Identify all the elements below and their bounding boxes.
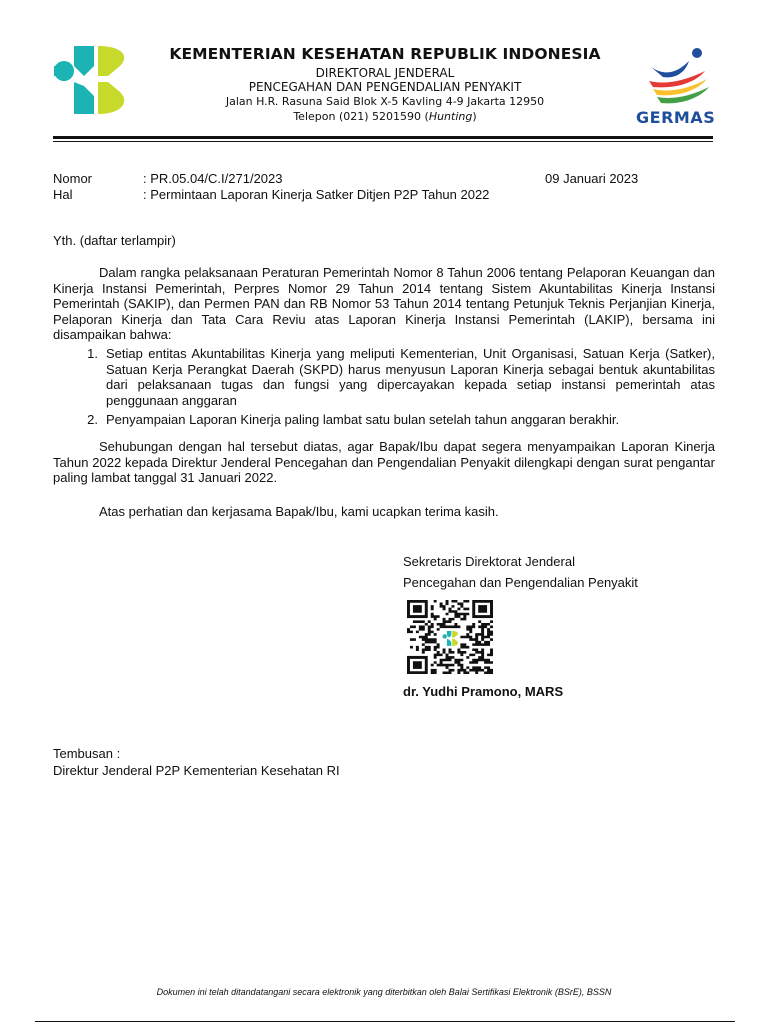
thanks-paragraph: Atas perhatian dan kerjasama Bapak/Ibu, kami ucapkan terima kasih. [99, 504, 499, 519]
cc-recipient: Direktur Jenderal P2P Kementerian Kesehatan RI [53, 763, 340, 778]
nomor-value: : PR.05.04/C.I/271/2023 [143, 171, 283, 186]
office-address: Jalan H.R. Rasuna Said Blok X-5 Kavling 4-9 Jakarta 12950 [225, 95, 545, 108]
list-number: 2. [87, 412, 98, 427]
ministry-name: KEMENTERIAN KESEHATAN REPUBLIK INDONESIA [169, 45, 601, 63]
footer-rule [35, 1021, 735, 1022]
germas-logo [645, 45, 715, 107]
letterhead-rule-thick [53, 136, 713, 139]
nomor-label: Nomor [53, 171, 93, 186]
letter-date: 09 Januari 2023 [545, 171, 639, 186]
letterhead-rule-thin [53, 141, 713, 142]
hal-label: Hal [53, 187, 73, 202]
qr-code-signature [407, 600, 493, 674]
closing-paragraph: Sehubungan dengan hal tersebut diatas, agar Bapak/Ibu dapat segera menyampaikan Laporan Kinerja Tahun 2022 kepada Direktur Jenderal Pencegahan dan Pengendalian Penyakit dilengkapi dengan surat pengantar paling lambat tanggal 31 Januari 2022. [53, 439, 715, 485]
list-number: 1. [87, 346, 98, 361]
germas-label: GERMAS [636, 108, 716, 127]
esign-footer-note: Dokumen ini telah ditandatangani secara elektronik yang diterbitkan oleh Balai Sertifikasi Elektronik (BSrE), BSSN [156, 987, 612, 997]
directorate-name: DIREKTORAL JENDERAL [315, 66, 455, 80]
list-text: Penyampaian Laporan Kinerja paling lambat satu bulan setelah tahun anggaran berakhir. [106, 412, 620, 427]
office-phone: Telepon (021) 5201590 (Hunting) [293, 110, 477, 123]
division-name: PENCEGAHAN DAN PENGENDALIAN PENYAKIT [248, 80, 522, 94]
list-item [53, 412, 715, 428]
list-text: Setiap entitas Akuntabilitas Kinerja yang meliputi Kementerian, Unit Organisasi, Satuan Kerja (Satker), Satuan Kerja Perangkat Daerah (SKPD) harus menyusun Laporan Kinerja sebagai bentuk akuntabilitas dari pelaksanaan tugas dan fungsi yang dipercayakan kepada setiap instansi pemerintah atas penggunaan anggaran [106, 346, 715, 408]
kemenkes-logo [50, 42, 140, 117]
intro-paragraph: Dalam rangka pelaksanaan Peraturan Pemerintah Nomor 8 Tahun 2006 tentang Pelaporan Keuangan dan Kinerja Instansi Pemerintah, Perpres Nomor 29 Tahun 2014 tentang Sistem Akuntabilitas Kinerja Instansi Pemerintah (SAKIP), dan Permen PAN dan RB Nomor 53 Tahun 2014 tentang Petunjuk Teknis Perjanjian Kinerja, Pelaporan Kinerja dan Tata Cara Reviu atas Laporan Kinerja Instansi Pemerintah (LAKIP), bersama ini disampaikan bahwa: [53, 265, 715, 342]
recipient: Yth. (daftar terlampir) [53, 233, 176, 248]
cc-label: Tembusan : [53, 746, 121, 761]
signatory-title-line2: Pencegahan dan Pengendalian Penyakit [403, 575, 638, 590]
signatory-title-line1: Sekretaris Direktorat Jenderal [403, 554, 575, 569]
requirements-list [53, 346, 715, 428]
list-item [53, 346, 715, 408]
hal-value: : Permintaan Laporan Kinerja Satker Ditjen P2P Tahun 2022 [143, 187, 490, 202]
signatory-name: dr. Yudhi Pramono, MARS [403, 684, 564, 699]
